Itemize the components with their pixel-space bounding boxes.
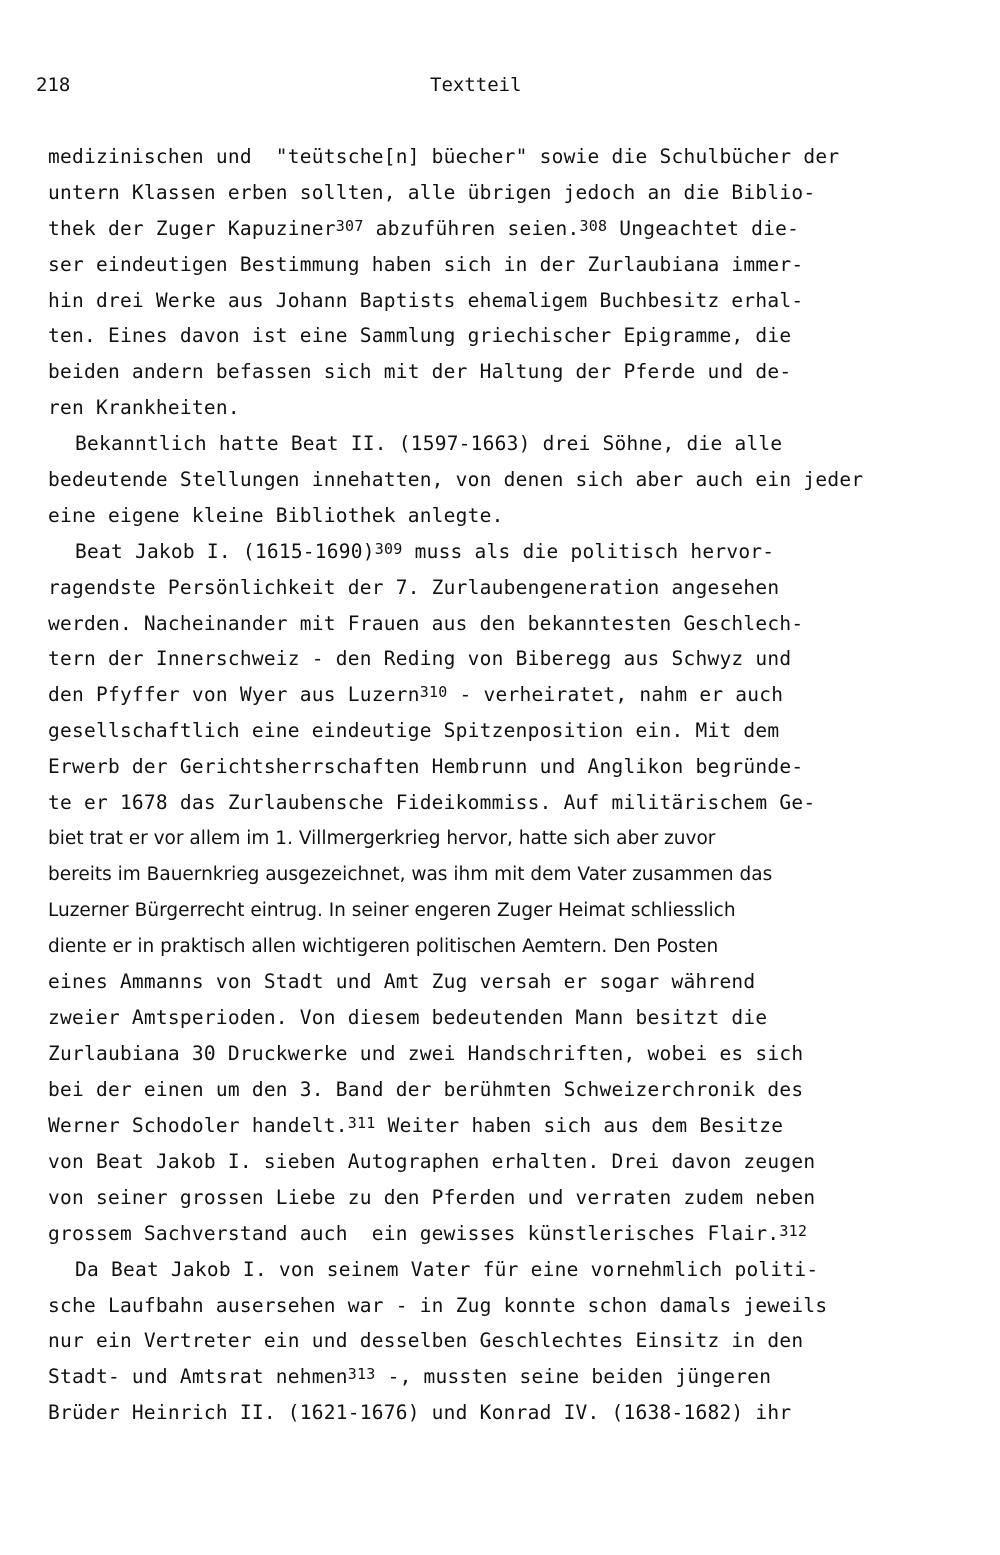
page-header bbox=[0, 74, 1000, 104]
text-segment: te er 1678 das Zurlaubensche Fideikommiss. Auf militärischem Ge- bbox=[48, 791, 816, 815]
text-segment: grossem Sachverstand auch ein gewisses künstlerisches Flair. bbox=[48, 1221, 780, 1245]
text-segment: ser eindeutigen Bestimmung haben sich in der Zurlaubiana immer- bbox=[48, 252, 804, 276]
text-segment: eine eigene kleine Bibliothek anlegte. bbox=[48, 503, 504, 527]
text-line bbox=[48, 857, 948, 893]
text-segment: Luzerner Bürgerrecht eintrug. In seiner engeren Zuger Heimat schliesslich bbox=[48, 899, 736, 921]
text-line bbox=[48, 1144, 948, 1180]
page-number: 218 bbox=[36, 74, 71, 96]
text-segment: biet trat er vor allem im 1. Villmergerkrieg hervor, hatte sich aber zuvor bbox=[48, 827, 716, 849]
text-segment: thek der Zuger Kapuziner bbox=[48, 216, 336, 240]
text-segment: nur ein Vertreter ein und desselben Geschlechtes Einsitz in den bbox=[48, 1329, 804, 1353]
text-segment: Brüder Heinrich II. (1621-1676) und Konrad IV. (1638-1682) ihr bbox=[48, 1401, 792, 1425]
text-segment: - verheiratet, nahm er auch bbox=[447, 683, 784, 707]
text-segment: ten. Eines davon ist eine Sammlung griechischer Epigramme, die bbox=[48, 324, 792, 348]
text-line bbox=[48, 785, 948, 821]
text-line bbox=[48, 606, 948, 642]
text-segment: eines Ammanns von Stadt und Amt Zug versah er sogar während bbox=[48, 970, 756, 994]
footnote-marker: 313 bbox=[347, 1365, 376, 1384]
text-segment: Da Beat Jakob I. von seinem Vater für eine vornehmlich politi- bbox=[75, 1257, 819, 1281]
text-line bbox=[48, 534, 948, 570]
text-line bbox=[48, 139, 948, 175]
text-segment: Bekanntlich hatte Beat II. (1597-1663) drei Söhne, die alle bbox=[75, 432, 783, 456]
text-line bbox=[48, 1180, 948, 1216]
text-line bbox=[48, 677, 948, 713]
footnote-marker: 311 bbox=[347, 1114, 376, 1133]
text-segment: Beat Jakob I. (1615-1690) bbox=[75, 539, 375, 563]
text-line bbox=[48, 283, 948, 319]
text-segment: bei der einen um den 3. Band der berühmten Schweizerchronik des bbox=[48, 1078, 804, 1102]
text-line bbox=[48, 1288, 948, 1324]
text-segment: von Beat Jakob I. sieben Autographen erhalten. Drei davon zeugen bbox=[48, 1149, 816, 1173]
text-segment: ragendste Persönlichkeit der 7. Zurlaubengeneration angesehen bbox=[48, 575, 780, 599]
text-segment: gesellschaftlich eine eindeutige Spitzenposition ein. Mit dem bbox=[48, 719, 780, 743]
text-segment: hin drei Werke aus Johann Baptists ehemaligem Buchbesitz erhal- bbox=[48, 288, 804, 312]
text-segment: abzuführen seien. bbox=[363, 216, 580, 240]
text-line bbox=[48, 1252, 948, 1288]
text-line bbox=[48, 175, 948, 211]
text-segment: untern Klassen erben sollten, alle übrigen jedoch an die Biblio- bbox=[48, 180, 816, 204]
running-head: Textteil bbox=[430, 74, 522, 96]
text-segment: ren Krankheiten. bbox=[48, 396, 240, 420]
footnote-marker: 309 bbox=[374, 539, 403, 558]
text-line bbox=[48, 462, 948, 498]
text-line bbox=[48, 929, 948, 965]
text-line bbox=[48, 1216, 948, 1252]
text-segment: -, mussten seine beiden jüngeren bbox=[375, 1365, 772, 1389]
text-line bbox=[48, 354, 948, 390]
text-segment: Werner Schodoler handelt. bbox=[48, 1114, 348, 1138]
text-line bbox=[48, 1395, 948, 1431]
text-segment: Zurlaubiana 30 Druckwerke und zwei Handschriften, wobei es sich bbox=[48, 1042, 804, 1066]
text-line bbox=[48, 1108, 948, 1144]
footnote-marker: 312 bbox=[779, 1221, 808, 1240]
text-segment: medizinischen und "teütsche[n] büecher" sowie die Schulbücher der bbox=[48, 145, 840, 168]
footnote-marker: 307 bbox=[335, 216, 364, 235]
text-line bbox=[48, 821, 948, 857]
text-line bbox=[48, 1072, 948, 1108]
text-line bbox=[48, 211, 948, 247]
text-line bbox=[48, 570, 948, 606]
text-line bbox=[48, 1036, 948, 1072]
text-line bbox=[48, 390, 948, 426]
text-line bbox=[48, 964, 948, 1000]
footnote-marker: 310 bbox=[419, 683, 448, 702]
text-line bbox=[48, 1323, 948, 1359]
text-segment: Weiter haben sich aus dem Besitze bbox=[375, 1114, 784, 1138]
text-segment: den Pfyffer von Wyer aus Luzern bbox=[48, 683, 420, 707]
text-segment: Ungeachtet die- bbox=[607, 216, 800, 240]
text-segment: von seiner grossen Liebe zu den Pferden und verraten zudem neben bbox=[48, 1185, 816, 1209]
text-segment: diente er in praktisch allen wichtigeren politischen Aemtern. Den Posten bbox=[48, 935, 719, 957]
text-line bbox=[48, 641, 948, 677]
text-line bbox=[48, 749, 948, 785]
text-line bbox=[48, 318, 948, 354]
body-text bbox=[48, 139, 948, 1431]
text-line bbox=[48, 1000, 948, 1036]
text-segment: sche Laufbahn ausersehen war - in Zug konnte schon damals jeweils bbox=[48, 1293, 828, 1317]
text-line bbox=[48, 498, 948, 534]
text-segment: beiden andern befassen sich mit der Haltung der Pferde und de- bbox=[48, 360, 792, 384]
text-line bbox=[48, 713, 948, 749]
text-line bbox=[48, 247, 948, 283]
text-segment: muss als die politisch hervor- bbox=[402, 539, 775, 563]
text-segment: Stadt- und Amtsrat nehmen bbox=[48, 1365, 348, 1389]
text-segment: Erwerb der Gerichtsherrschaften Hembrunn und Anglikon begründe- bbox=[48, 755, 804, 779]
text-segment: bedeutende Stellungen innehatten, von denen sich aber auch ein jeder bbox=[48, 468, 864, 492]
text-segment: zweier Amtsperioden. Von diesem bedeutenden Mann besitzt die bbox=[48, 1006, 768, 1030]
text-segment: bereits im Bauernkrieg ausgezeichnet, was ihm mit dem Vater zusammen das bbox=[48, 863, 773, 885]
footnote-marker: 308 bbox=[579, 216, 608, 235]
text-line bbox=[48, 893, 948, 929]
text-line bbox=[48, 426, 948, 462]
text-line bbox=[48, 1359, 948, 1395]
text-segment: werden. Nacheinander mit Frauen aus den bekanntesten Geschlech- bbox=[48, 611, 804, 635]
text-segment: tern der Innerschweiz - den Reding von Biberegg aus Schwyz und bbox=[48, 647, 792, 671]
